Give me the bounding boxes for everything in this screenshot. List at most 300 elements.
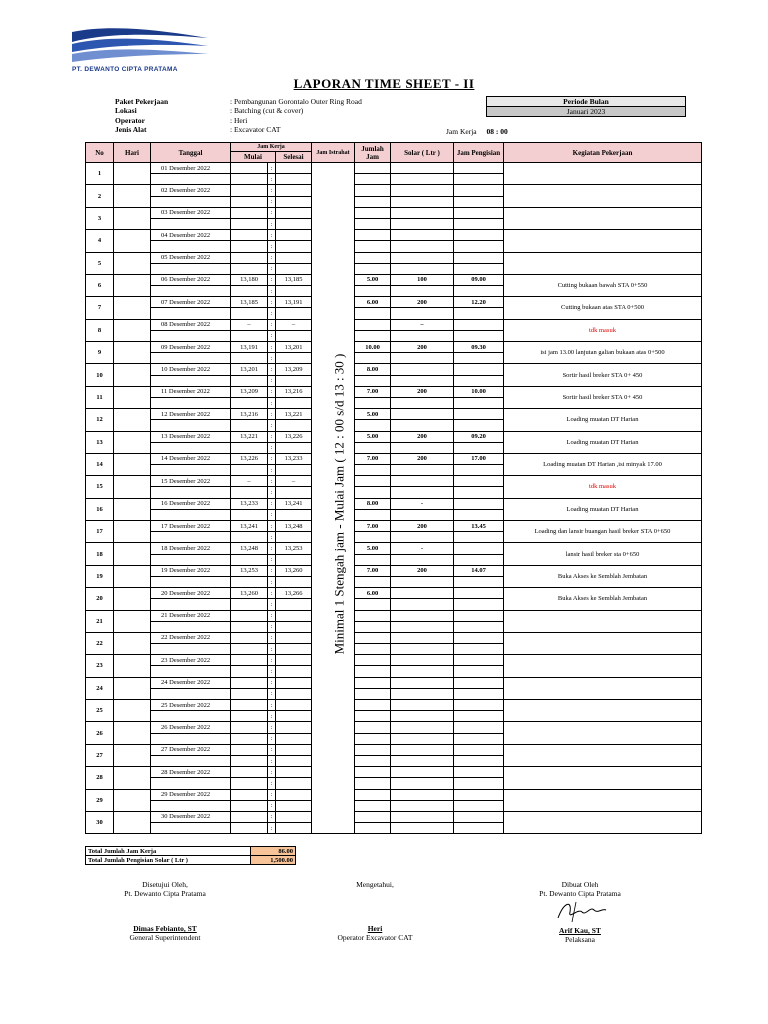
table-row — [86, 677, 702, 688]
row-sub-solar — [391, 241, 454, 252]
row-sub-solar — [391, 509, 454, 520]
row-tanggal: 07 Desember 2022 — [151, 297, 231, 308]
row-sub-mulai — [231, 778, 268, 789]
row-kegiatan — [504, 632, 702, 654]
table-row — [86, 811, 702, 822]
row-jumlah-jam: 8.00 — [355, 498, 391, 509]
row-sub-mulai — [231, 733, 268, 744]
row-sub-colon: : — [268, 711, 276, 722]
row-sub-pengisian — [454, 353, 504, 364]
row-sub-colon: : — [268, 174, 276, 185]
row-jam-pengisian — [454, 476, 504, 487]
row-mulai — [231, 610, 268, 621]
row-jumlah-jam: 5.00 — [355, 409, 391, 420]
row-colon: : — [268, 163, 276, 174]
row-jam-pengisian — [454, 163, 504, 174]
row-tanggal: 04 Desember 2022 — [151, 230, 231, 241]
row-sub-selesai — [276, 755, 312, 766]
row-tanggal: 01 Desember 2022 — [151, 163, 231, 174]
row-sub-solar — [391, 621, 454, 632]
row-jam-pengisian — [454, 744, 504, 755]
row-sub-jumlah — [355, 621, 391, 632]
row-sub-colon: : — [268, 599, 276, 610]
row-sub-selesai — [276, 621, 312, 632]
row-colon: : — [268, 677, 276, 688]
row-sub-selesai — [276, 330, 312, 341]
row-sub-tanggal — [151, 666, 231, 677]
row-sub-tanggal — [151, 286, 231, 297]
row-hari — [114, 319, 151, 341]
row-no: 15 — [86, 476, 114, 498]
row-sub-tanggal — [151, 554, 231, 565]
row-solar: 200 — [391, 521, 454, 532]
row-jumlah-jam — [355, 655, 391, 666]
sig-name: Heri — [367, 924, 383, 933]
jam-kerja-label: Jam Kerja — [446, 127, 477, 136]
row-sub-mulai — [231, 823, 268, 834]
row-no: 9 — [86, 342, 114, 364]
row-selesai — [276, 632, 312, 643]
row-colon: : — [268, 409, 276, 420]
row-selesai: 13,201 — [276, 342, 312, 353]
row-tanggal: 17 Desember 2022 — [151, 521, 231, 532]
row-colon: : — [268, 498, 276, 509]
row-kegiatan — [504, 677, 702, 699]
row-selesai: 13,248 — [276, 521, 312, 532]
row-sub-colon: : — [268, 666, 276, 677]
row-jumlah-jam — [355, 789, 391, 800]
header-hari: Hari — [114, 143, 151, 163]
row-jumlah-jam — [355, 811, 391, 822]
row-kegiatan — [504, 610, 702, 632]
info-value: : Pembangunan Gorontalo Outer Ring Road — [230, 97, 362, 106]
row-sub-pengisian — [454, 174, 504, 185]
row-tanggal: 08 Desember 2022 — [151, 319, 231, 330]
row-sub-solar — [391, 330, 454, 341]
signature-acknowledger — [300, 880, 450, 942]
row-solar — [391, 655, 454, 666]
row-kegiatan — [504, 700, 702, 722]
row-tanggal: 11 Desember 2022 — [151, 386, 231, 397]
row-colon: : — [268, 767, 276, 778]
row-mulai: 13,226 — [231, 453, 268, 464]
row-tanggal: 05 Desember 2022 — [151, 252, 231, 263]
row-selesai: 13,209 — [276, 364, 312, 375]
row-kegiatan: Loading muatan DT Harian ,isi minyak 17.00 — [504, 453, 702, 475]
row-tanggal: 20 Desember 2022 — [151, 588, 231, 599]
row-sub-tanggal — [151, 733, 231, 744]
row-sub-jumlah — [355, 218, 391, 229]
row-sub-selesai — [276, 688, 312, 699]
row-colon: : — [268, 744, 276, 755]
row-sub-solar — [391, 532, 454, 543]
row-sub-selesai — [276, 286, 312, 297]
row-tanggal: 22 Desember 2022 — [151, 632, 231, 643]
row-sub-selesai — [276, 263, 312, 274]
row-sub-selesai — [276, 666, 312, 677]
row-jam-pengisian: 10.00 — [454, 386, 504, 397]
row-sub-solar — [391, 711, 454, 722]
row-jumlah-jam — [355, 476, 391, 487]
row-no: 29 — [86, 789, 114, 811]
table-row — [86, 274, 702, 285]
row-hari — [114, 677, 151, 699]
row-solar — [391, 207, 454, 218]
signature-maker — [500, 880, 660, 944]
row-sub-colon: : — [268, 397, 276, 408]
row-solar: 200 — [391, 386, 454, 397]
table-row — [86, 767, 702, 778]
row-colon: : — [268, 207, 276, 218]
sig-org: Pt. Dewanto Cipta Pratama — [124, 889, 206, 898]
row-sub-pengisian — [454, 218, 504, 229]
company-name: PT. DEWANTO CIPTA PRATAMA — [72, 66, 178, 73]
row-sub-mulai — [231, 688, 268, 699]
row-colon: : — [268, 700, 276, 711]
row-sub-mulai — [231, 308, 268, 319]
row-sub-jumlah — [355, 733, 391, 744]
row-jumlah-jam — [355, 722, 391, 733]
row-selesai: 13,241 — [276, 498, 312, 509]
row-colon: : — [268, 565, 276, 576]
table-row — [86, 632, 702, 643]
row-no: 22 — [86, 632, 114, 654]
row-tanggal: 24 Desember 2022 — [151, 677, 231, 688]
row-sub-selesai — [276, 353, 312, 364]
row-jam-pengisian — [454, 610, 504, 621]
row-jumlah-jam — [355, 767, 391, 778]
row-kegiatan — [504, 655, 702, 677]
row-sub-selesai — [276, 733, 312, 744]
row-sub-colon: : — [268, 375, 276, 386]
row-sub-tanggal — [151, 755, 231, 766]
row-jam-pengisian — [454, 722, 504, 733]
row-selesai: 13,185 — [276, 274, 312, 285]
row-jumlah-jam: 7.00 — [355, 386, 391, 397]
row-mulai — [231, 700, 268, 711]
row-selesai: 13,226 — [276, 431, 312, 442]
header-jam-kerja: Jam Kerja — [231, 143, 312, 152]
periode-label: Periode Bulan — [486, 96, 686, 106]
row-mulai — [231, 677, 268, 688]
row-sub-colon: : — [268, 487, 276, 498]
row-jumlah-jam: 7.00 — [355, 521, 391, 532]
row-kegiatan — [504, 811, 702, 833]
row-colon: : — [268, 342, 276, 353]
row-jam-pengisian — [454, 811, 504, 822]
periode-value: Januari 2023 — [486, 106, 686, 117]
row-selesai — [276, 767, 312, 778]
row-hari — [114, 252, 151, 274]
row-colon: : — [268, 386, 276, 397]
row-jam-pengisian: 09.20 — [454, 431, 504, 442]
row-mulai: 13,180 — [231, 274, 268, 285]
row-sub-pengisian — [454, 308, 504, 319]
row-sub-tanggal — [151, 241, 231, 252]
row-sub-tanggal — [151, 420, 231, 431]
row-solar: - — [391, 498, 454, 509]
jam-kerja — [446, 127, 508, 136]
row-jumlah-jam — [355, 230, 391, 241]
row-kegiatan — [504, 722, 702, 744]
row-no: 5 — [86, 252, 114, 274]
jam-kerja-value: 08 : 00 — [486, 127, 508, 136]
row-sub-mulai — [231, 196, 268, 207]
row-jam-pengisian — [454, 252, 504, 263]
row-sub-selesai — [276, 218, 312, 229]
row-sub-pengisian — [454, 599, 504, 610]
row-no: 10 — [86, 364, 114, 386]
row-kegiatan: Loading dan lansir buangan hasil breker STA 0+650 — [504, 521, 702, 543]
row-sub-solar — [391, 487, 454, 498]
row-no: 25 — [86, 700, 114, 722]
row-sub-colon: : — [268, 755, 276, 766]
row-sub-mulai — [231, 755, 268, 766]
row-jumlah-jam: 5.00 — [355, 274, 391, 285]
row-sub-colon: : — [268, 800, 276, 811]
table-row — [86, 252, 702, 263]
row-sub-jumlah — [355, 599, 391, 610]
table-row — [86, 476, 702, 487]
row-mulai — [231, 207, 268, 218]
row-sub-pengisian — [454, 733, 504, 744]
row-hari — [114, 722, 151, 744]
row-kegiatan — [504, 163, 702, 185]
row-tanggal: 30 Desember 2022 — [151, 811, 231, 822]
row-selesai: 13,221 — [276, 409, 312, 420]
row-kegiatan — [504, 767, 702, 789]
row-sub-pengisian — [454, 375, 504, 386]
row-kegiatan: Cutting bukaan atas STA 0+500 — [504, 297, 702, 319]
row-selesai: – — [276, 476, 312, 487]
row-mulai: 13,241 — [231, 521, 268, 532]
row-sub-tanggal — [151, 599, 231, 610]
row-hari — [114, 543, 151, 565]
row-hari — [114, 632, 151, 654]
row-sub-selesai — [276, 397, 312, 408]
row-mulai: – — [231, 476, 268, 487]
sig-top: Disetujui Oleh, — [142, 880, 188, 889]
row-selesai — [276, 230, 312, 241]
table-row — [86, 789, 702, 800]
table-row — [86, 207, 702, 218]
row-sub-jumlah — [355, 397, 391, 408]
row-sub-colon: : — [268, 241, 276, 252]
row-hari — [114, 655, 151, 677]
row-jam-pengisian — [454, 409, 504, 420]
row-no: 1 — [86, 163, 114, 185]
row-sub-jumlah — [355, 487, 391, 498]
row-sub-colon: : — [268, 733, 276, 744]
row-sub-tanggal — [151, 465, 231, 476]
row-hari — [114, 364, 151, 386]
row-sub-pengisian — [454, 711, 504, 722]
row-sub-jumlah — [355, 800, 391, 811]
row-tanggal: 18 Desember 2022 — [151, 543, 231, 554]
row-mulai: 13,253 — [231, 565, 268, 576]
row-sub-pengisian — [454, 263, 504, 274]
row-sub-pengisian — [454, 532, 504, 543]
table-row — [86, 163, 702, 174]
sig-org — [300, 889, 450, 898]
row-sub-jumlah — [355, 554, 391, 565]
row-tanggal: 23 Desember 2022 — [151, 655, 231, 666]
row-sub-colon: : — [268, 532, 276, 543]
table-row — [86, 386, 702, 397]
row-colon: : — [268, 722, 276, 733]
row-solar — [391, 230, 454, 241]
row-mulai: 13,260 — [231, 588, 268, 599]
total-solar-label: Total Jumlah Pengisian Solar ( Ltr ) — [86, 856, 251, 865]
table-row — [86, 409, 702, 420]
row-sub-selesai — [276, 554, 312, 565]
table-row — [86, 588, 702, 599]
row-sub-tanggal — [151, 308, 231, 319]
row-kegiatan: lansir hasil breker sta 0+650 — [504, 543, 702, 565]
row-sub-pengisian — [454, 465, 504, 476]
row-jumlah-jam — [355, 610, 391, 621]
row-sub-mulai — [231, 621, 268, 632]
row-jumlah-jam: 10.00 — [355, 342, 391, 353]
row-sub-selesai — [276, 711, 312, 722]
row-sub-solar — [391, 442, 454, 453]
row-sub-solar — [391, 688, 454, 699]
row-selesai: 13,260 — [276, 565, 312, 576]
header-selesai: Selesai — [276, 152, 312, 163]
row-sub-jumlah — [355, 308, 391, 319]
row-jumlah-jam: 5.00 — [355, 543, 391, 554]
sig-top: Mengetahui, — [356, 880, 394, 889]
row-kegiatan: Cutting bukaan bawah STA 0+550 — [504, 274, 702, 296]
row-selesai — [276, 677, 312, 688]
row-jam-pengisian — [454, 319, 504, 330]
table-row — [86, 498, 702, 509]
sig-top: Dibuat Oleh — [561, 880, 599, 889]
row-kegiatan — [504, 789, 702, 811]
row-sub-pengisian — [454, 823, 504, 834]
row-sub-tanggal — [151, 196, 231, 207]
row-sub-pengisian — [454, 286, 504, 297]
row-sub-selesai — [276, 823, 312, 834]
row-sub-pengisian — [454, 621, 504, 632]
row-sub-jumlah — [355, 711, 391, 722]
row-hari — [114, 744, 151, 766]
row-colon: : — [268, 521, 276, 532]
row-sub-jumlah — [355, 174, 391, 185]
row-tanggal: 25 Desember 2022 — [151, 700, 231, 711]
row-sub-jumlah — [355, 286, 391, 297]
row-solar: – — [391, 319, 454, 330]
row-hari — [114, 498, 151, 520]
row-hari — [114, 409, 151, 431]
row-mulai: 13,233 — [231, 498, 268, 509]
periode-box — [486, 96, 686, 117]
row-sub-mulai — [231, 241, 268, 252]
row-sub-mulai — [231, 465, 268, 476]
row-jumlah-jam: 7.00 — [355, 565, 391, 576]
row-tanggal: 02 Desember 2022 — [151, 185, 231, 196]
row-no: 8 — [86, 319, 114, 341]
row-kegiatan — [504, 207, 702, 229]
row-no: 3 — [86, 207, 114, 229]
row-jumlah-jam — [355, 207, 391, 218]
row-colon: : — [268, 274, 276, 285]
row-jam-pengisian — [454, 230, 504, 241]
row-mulai: 13,209 — [231, 386, 268, 397]
row-selesai — [276, 789, 312, 800]
row-no: 23 — [86, 655, 114, 677]
row-sub-solar — [391, 375, 454, 386]
row-selesai — [276, 163, 312, 174]
table-row — [86, 297, 702, 308]
row-no: 18 — [86, 543, 114, 565]
row-hari — [114, 297, 151, 319]
row-sub-solar — [391, 397, 454, 408]
row-sub-pengisian — [454, 241, 504, 252]
total-solar-value: 1,500.00 — [251, 856, 296, 865]
row-sub-tanggal — [151, 644, 231, 655]
row-selesai — [276, 744, 312, 755]
row-solar — [391, 610, 454, 621]
row-sub-tanggal — [151, 800, 231, 811]
table-row — [86, 543, 702, 554]
row-jam-pengisian: 14.07 — [454, 565, 504, 576]
row-sub-mulai — [231, 375, 268, 386]
row-sub-jumlah — [355, 442, 391, 453]
row-mulai — [231, 811, 268, 822]
row-mulai — [231, 163, 268, 174]
row-jumlah-jam: 8.00 — [355, 364, 391, 375]
row-solar — [391, 744, 454, 755]
row-mulai — [231, 252, 268, 263]
header-jumlah-jam: Jumlah Jam — [355, 143, 391, 163]
row-sub-jumlah — [355, 532, 391, 543]
row-sub-tanggal — [151, 823, 231, 834]
row-colon: : — [268, 588, 276, 599]
row-sub-mulai — [231, 599, 268, 610]
row-sub-mulai — [231, 666, 268, 677]
row-selesai — [276, 185, 312, 196]
report-title: LAPORAN TIME SHEET - II — [293, 76, 475, 91]
row-hari — [114, 521, 151, 543]
row-sub-tanggal — [151, 621, 231, 632]
row-sub-selesai — [276, 375, 312, 386]
row-sub-colon: : — [268, 688, 276, 699]
row-selesai: – — [276, 319, 312, 330]
row-kegiatan: Loading muatan DT Harian — [504, 431, 702, 453]
row-selesai: 13,266 — [276, 588, 312, 599]
header-no: No — [86, 143, 114, 163]
row-jam-pengisian: 17.00 — [454, 453, 504, 464]
row-sub-solar — [391, 599, 454, 610]
row-mulai: 13,221 — [231, 431, 268, 442]
row-hari — [114, 274, 151, 296]
row-sub-colon: : — [268, 823, 276, 834]
row-sub-tanggal — [151, 375, 231, 386]
row-solar — [391, 588, 454, 599]
row-sub-jumlah — [355, 263, 391, 274]
row-kegiatan: Buka Akses ke Semblah Jembatan — [504, 565, 702, 587]
row-jam-pengisian — [454, 185, 504, 196]
row-jumlah-jam — [355, 185, 391, 196]
row-sub-solar — [391, 800, 454, 811]
row-no: 30 — [86, 811, 114, 833]
sig-role: Pelaksana — [565, 935, 595, 944]
row-sub-pengisian — [454, 688, 504, 699]
row-sub-selesai — [276, 532, 312, 543]
table-row — [86, 655, 702, 666]
row-sub-pengisian — [454, 755, 504, 766]
